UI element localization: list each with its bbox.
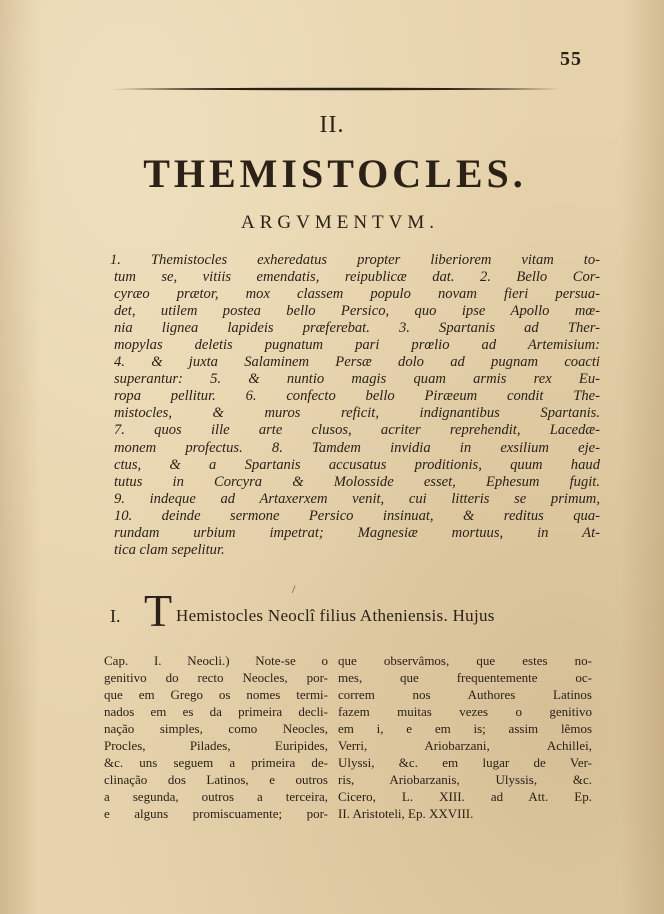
note-line: genitivo do recto Neocles, por- [104,670,328,685]
note-line: Cap. I. Neocli.) Note-se o [104,653,328,668]
argument-line: det, utilem postea bello Persico, quo ipse Apollo mœ- [114,303,600,320]
page-number: 55 [560,48,582,70]
argument-line: superantur: 5. & nuntio magis quam armis rex Eu- [114,371,600,388]
argument-line: tum se, vitiis emendatis, reipublicæ dat. 2. Bello Cor- [114,269,600,286]
note-line: II. Aristoteli, Ep. XXVIII. [338,806,474,821]
drop-cap: T [144,585,173,636]
note-line: &c. uns seguem a primeira de- [104,755,328,770]
note-line: mes, que frequentemente oc- [338,670,592,685]
printer-mark: / [292,582,296,596]
note-line: e alguns promiscuamente; por- [104,806,328,821]
note-line: fazem muitas vezes o genitivo [338,704,592,719]
note-line: ris, Ariobarzanis, Ulyssis, &c. [338,772,592,787]
argument-line: 7. quos ille arte clusos, acriter reprehendit, Lacedæ- [114,422,600,439]
argument-line: mistocles, & muros reficit, indignantibus Spartanis. [114,405,600,422]
argument-line: 4. & juxta Salaminem Persæ dolo ad pugnam coacti [114,354,600,371]
argument-line: 1. Themistocles exheredatus propter liberiorem vitam to- [110,252,600,268]
opening-text: Hemistocles Neoclî filius Atheniensis. Hujus [176,606,495,625]
ornamental-rule [112,86,560,92]
note-line: em i, e em is; assim lêmos [338,721,592,736]
section-numeral: II. [319,112,345,138]
note-line: clinação dos Latinos, e outros [104,772,328,787]
argument-line: rundam urbium impetrat; Magnesiæ mortuus, in At- [114,524,600,541]
argument-line: monem profectus. 8. Tamdem invidia in exsilium eje- [114,439,600,456]
argument-line: tica clam sepelitur. [114,541,225,558]
argument-line: tutus in Corcyra & Molosside esset, Ephesum fugit. [114,473,600,490]
argument-line: 10. deinde sermone Persico insinuat, & reditus qua- [114,507,600,524]
note-line: que em Grego os nomes termi- [104,687,328,702]
note-line: Cicero, L. XIII. ad Att. Ep. [338,789,592,804]
note-line: que observâmos, que estes no- [338,653,592,668]
note-line: Verri, Ariobarzani, Achillei, [338,738,592,753]
argument-line: ropa pellitur. 6. confecto bello Piræeum condit The- [114,388,600,405]
argument-line: mopylas deletis pugnatum pari prœlio ad Artemisium: [114,337,600,354]
note-line: nados em es da primeira decli- [104,704,328,719]
note-line: nação simples, como Neocles, [104,721,328,736]
argument-line: ctus, & a Spartanis accusatus proditionis, quum haud [114,456,600,473]
note-line: a segunda, outros a terceira, [104,789,328,804]
note-line: Ulyssi, &c. em lugar de Ver- [338,755,592,770]
notes-left-column [104,652,328,822]
chapter-number: I. [110,606,121,626]
argument-line: cyræo prætor, mox classem populo novam fieri persua- [114,286,600,303]
chapter-title: THEMISTOCLES. [143,151,527,196]
argument-summary [110,252,600,559]
note-line: Procles, Pilades, Euripides, [104,738,328,753]
note-line: correm nos Authores Latinos [338,687,592,702]
argument-heading: ARGVMENTVM. [240,212,440,233]
argument-line: nia lignea lapideis præferebat. 3. Spartanis ad Ther- [114,320,600,337]
text-opening [110,585,600,636]
argument-line: 9. indeque ad Artaxerxem venit, cui litteris se primum, [114,490,600,507]
notes-right-column [338,652,592,822]
